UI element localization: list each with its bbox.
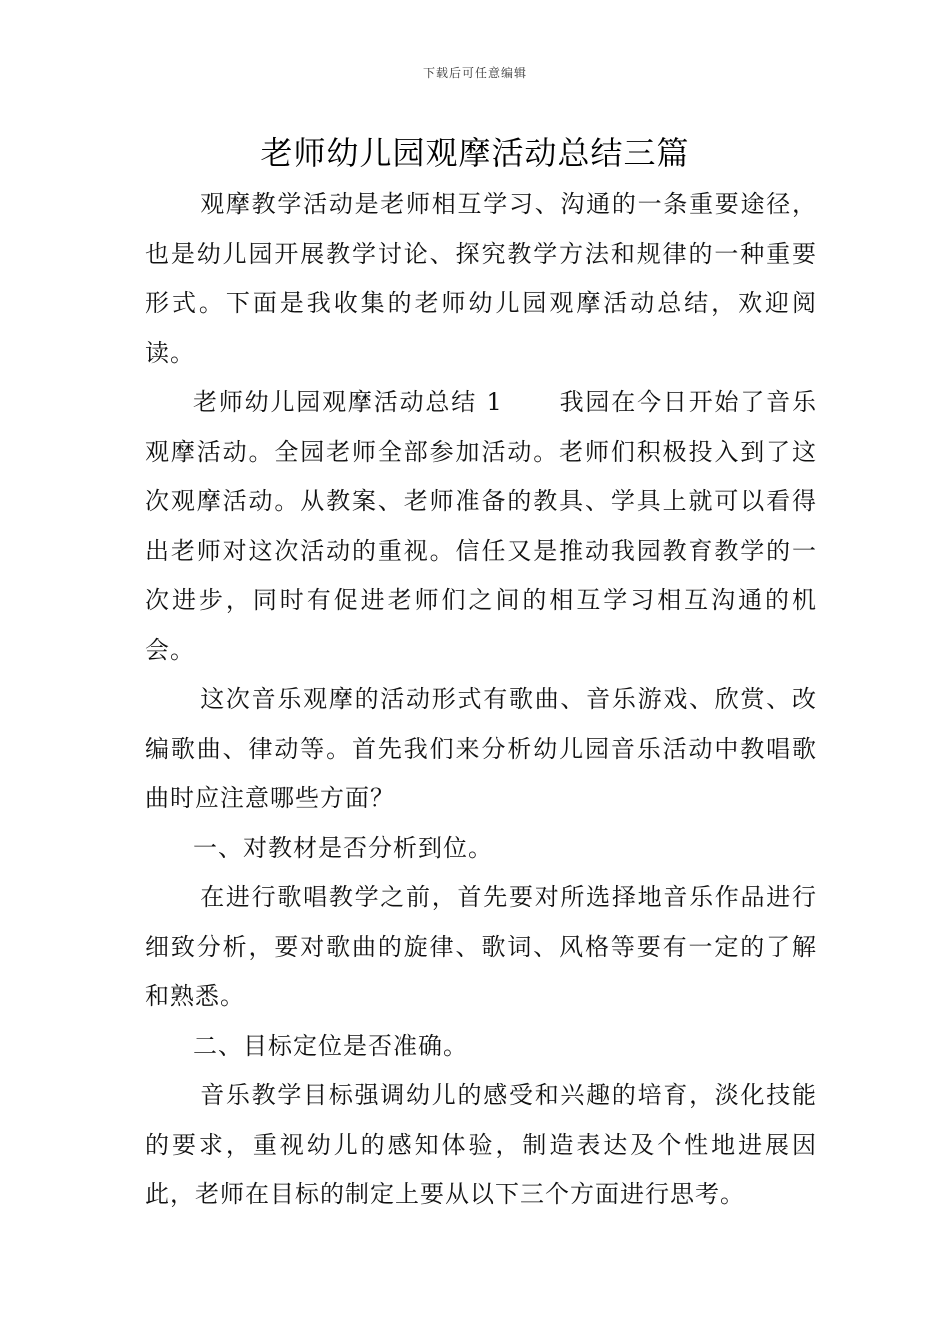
intro-paragraph: 观摩教学活动是老师相互学习、沟通的一条重要途径，也是幼儿园开展教学讨论、探究教学方法和规律的一种重要形式。下面是我收集的老师幼儿园观摩活动总结，欢迎阅读。 [145, 190, 817, 367]
point-2-heading: 二、目标定位是否准确。 [193, 1031, 468, 1060]
section-1-heading: 老师幼儿园观摩活动总结 1 [193, 388, 503, 416]
document-title: 老师幼儿园观摩活动总结三篇 [260, 134, 690, 172]
paragraph-3: 这次音乐观摩的活动形式有歌曲、音乐游戏、欣赏、改编歌曲、律动等。首先我们来分析幼儿园音乐活动中教唱歌曲时应注意哪些方面？ [145, 685, 817, 812]
paragraph-5: 在进行歌唱教学之前，首先要对所选择地音乐作品进行细致分析，要对歌曲的旋律、歌词、风格等要有一定的了解和熟悉。 [145, 883, 817, 1010]
point-1-heading: 一、对教材是否分析到位。 [193, 833, 493, 862]
section-1-paragraph [145, 378, 817, 675]
header-note: 下载后可任意编辑 [422, 66, 527, 80]
paragraph-7: 音乐教学目标强调幼儿的感受和兴趣的培育，淡化技能的要求，重视幼儿的感知体验，制造表达及个性地进展因此，老师在目标的制定上要从以下三个方面进行思考。 [145, 1081, 817, 1208]
section-1-text: 我园在今日开始了音乐观摩活动。全园老师全部参加活动。老师们积极投入到了这次观摩活动。从教案、老师准备的教具、学具上就可以看得出老师对这次活动的重视。信任又是推动我园教育教学的一次进步，同时有促进老师们之间的相互学习相互沟通的机会。 [145, 388, 818, 664]
document-body [145, 180, 817, 1220]
